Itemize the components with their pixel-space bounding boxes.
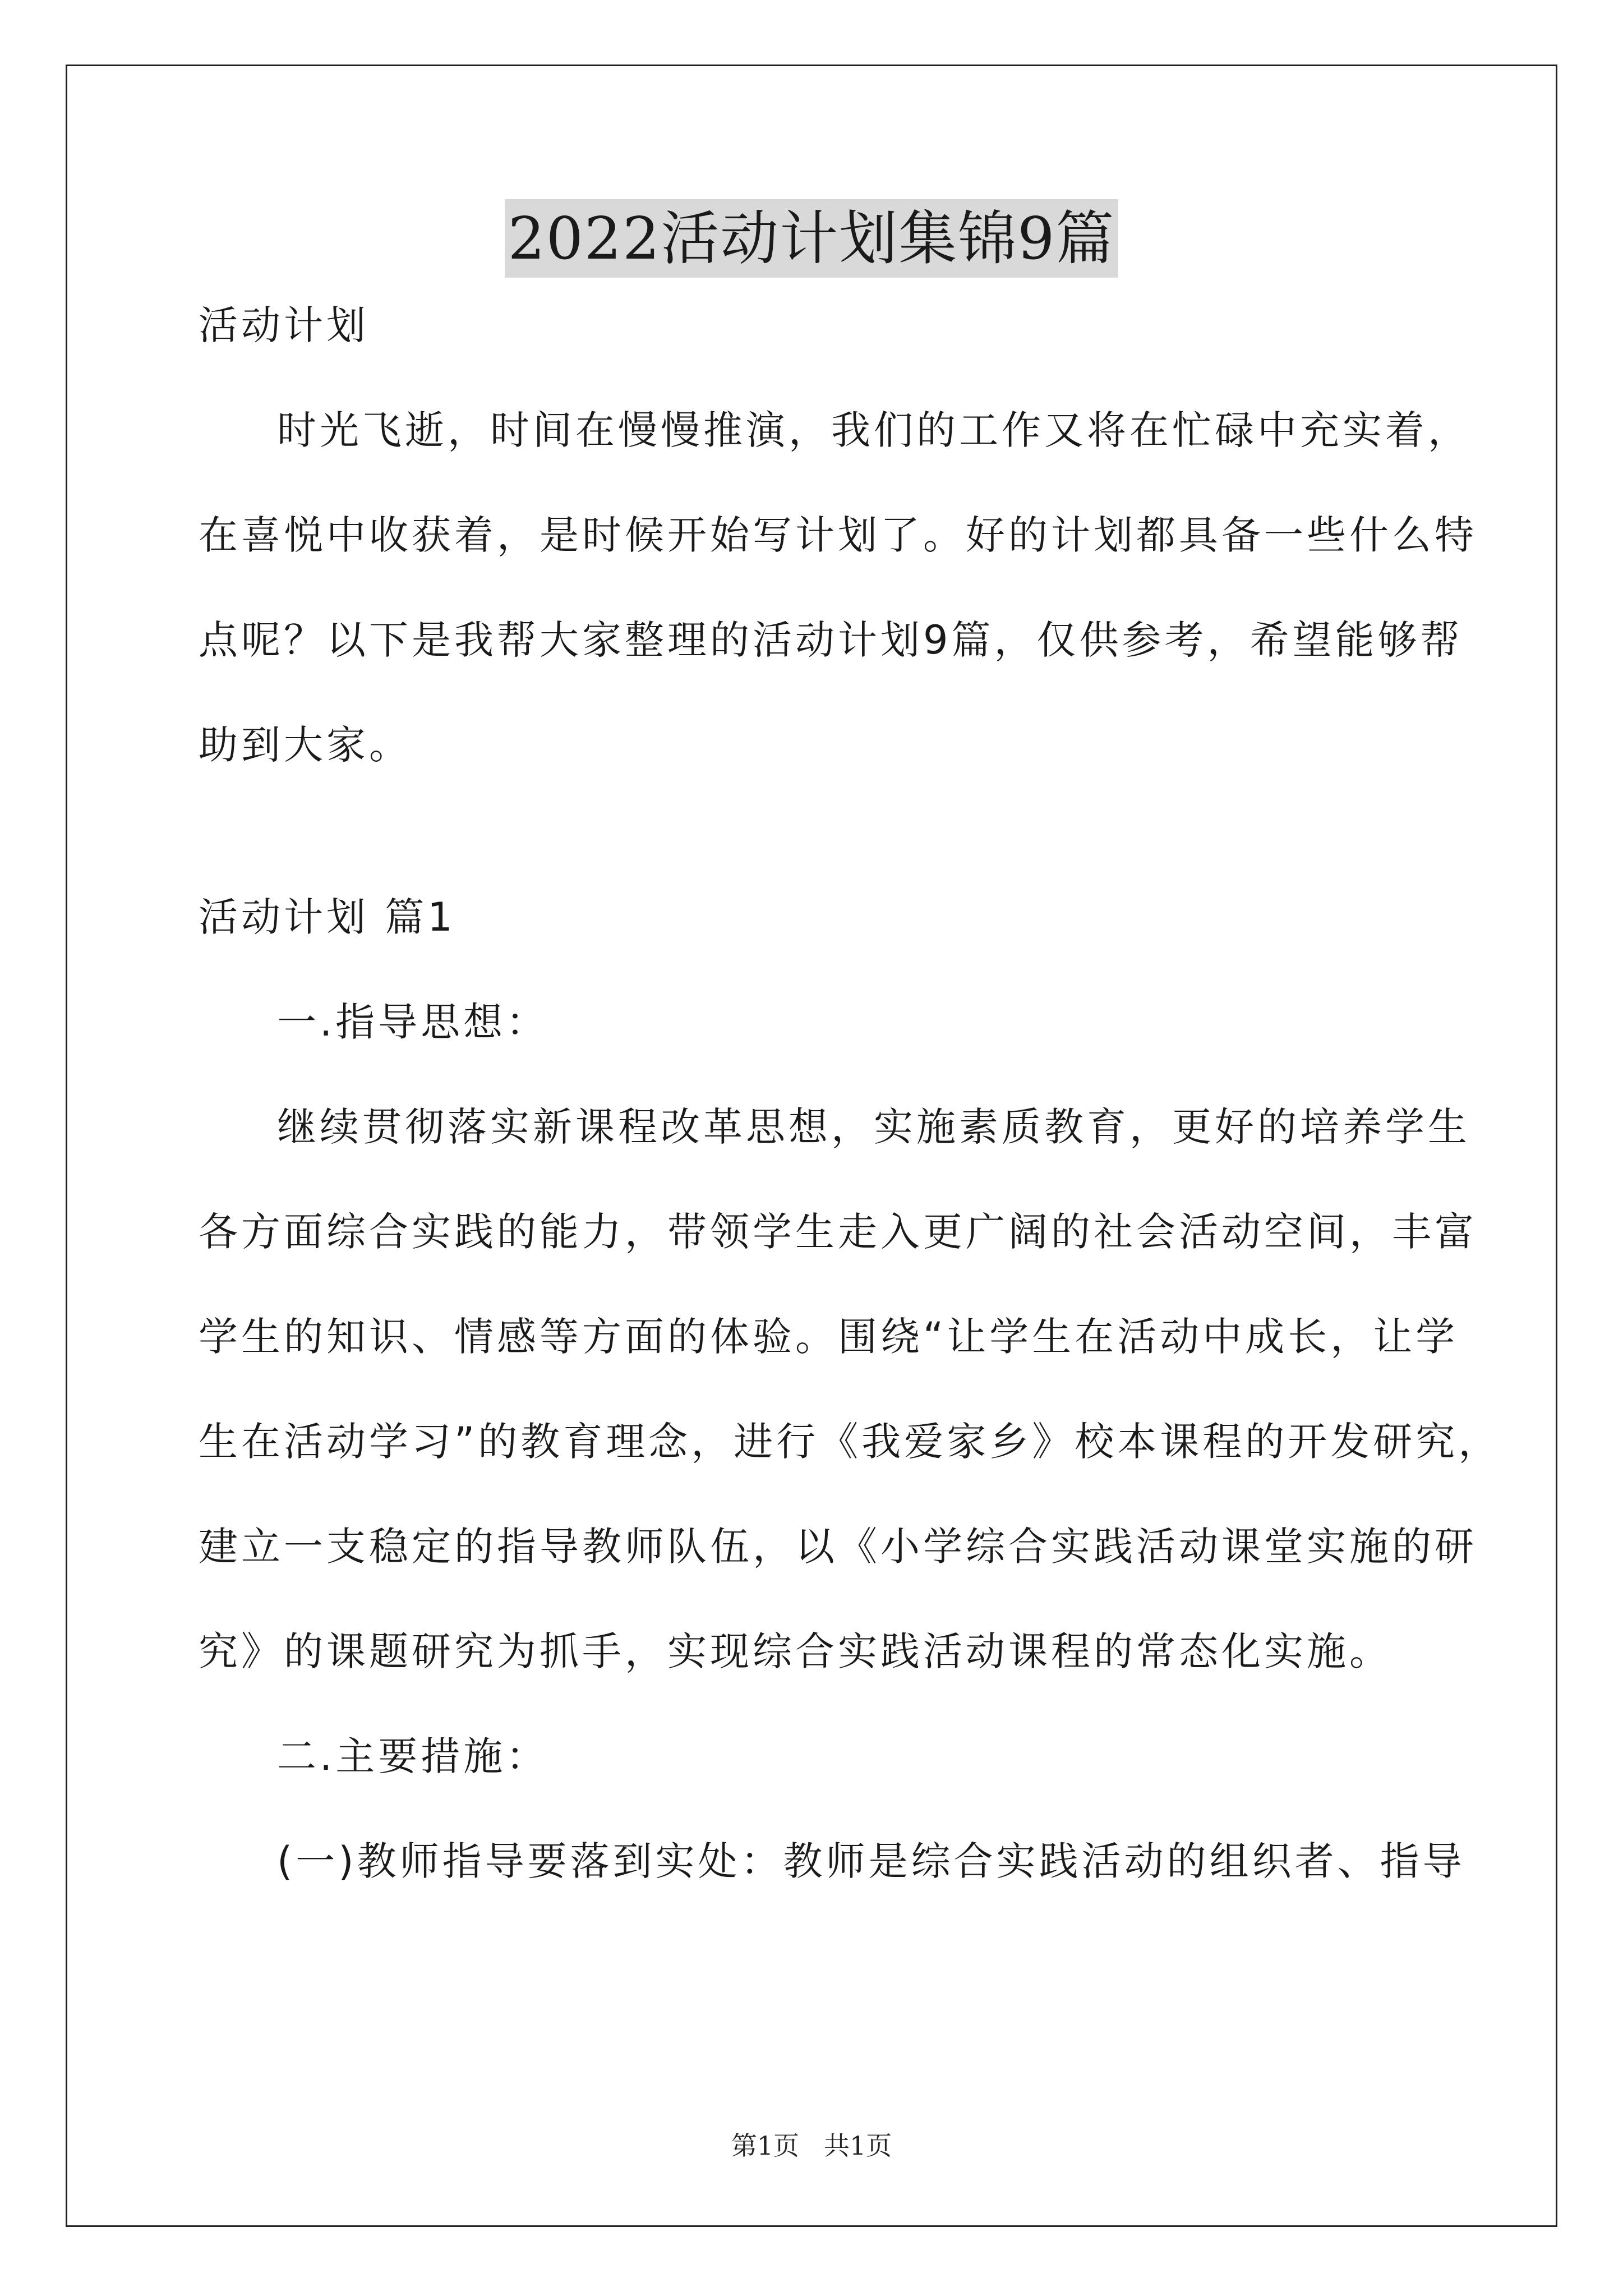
section-heading: 活动计划: [199, 302, 369, 348]
page-footer: [0, 2129, 1623, 2162]
paragraph-line: 建立一支稳定的指导教师队伍，以《小学综合实践活动课堂实施的研: [199, 1524, 1477, 1570]
document-body: [199, 302, 1501, 1947]
paragraph-line: 各方面综合实践的能力，带领学生走入更广阔的社会活动空间，丰富: [199, 1209, 1477, 1255]
subheading: 二.主要措施：: [277, 1733, 549, 1779]
paragraph-line: 在喜悦中收获着，是时候开始写计划了。好的计划都具备一些什么特: [199, 512, 1477, 558]
paragraph-line: 点呢？以下是我帮大家整理的活动计划9篇，仅供参考，希望能够帮: [199, 617, 1463, 663]
paragraph-line: (一)教师指导要落到实处：教师是综合实践活动的组织者、指导: [277, 1838, 1465, 1884]
paragraph-line: 生在活动学习”的教育理念，进行《我爱家乡》校本课程的开发研究，: [199, 1419, 1501, 1465]
paragraph-line: 助到大家。: [199, 722, 412, 768]
paragraph-line: 究》的课题研究为抓手，实现综合实践活动课程的常态化实施。: [199, 1628, 1392, 1674]
paragraph-line: 继续贯彻落实新课程改革思想，实施素质教育，更好的培养学生: [277, 1104, 1470, 1150]
title-wrap: [0, 199, 1623, 278]
section-heading: 活动计划 篇1: [199, 894, 456, 940]
page-total: 共1页: [824, 2131, 892, 2161]
subheading: 一.指导思想：: [277, 999, 549, 1045]
paragraph-line: 时光飞逝，时间在慢慢推演，我们的工作又将在忙碌中充实着，: [277, 407, 1470, 453]
paragraph-line: 学生的知识、情感等方面的体验。围绕“让学生在活动中成长，让学: [199, 1314, 1459, 1360]
document-title: 2022活动计划集锦9篇: [505, 199, 1119, 278]
spacer: [199, 830, 1427, 898]
page-number: 第1页: [731, 2131, 799, 2161]
